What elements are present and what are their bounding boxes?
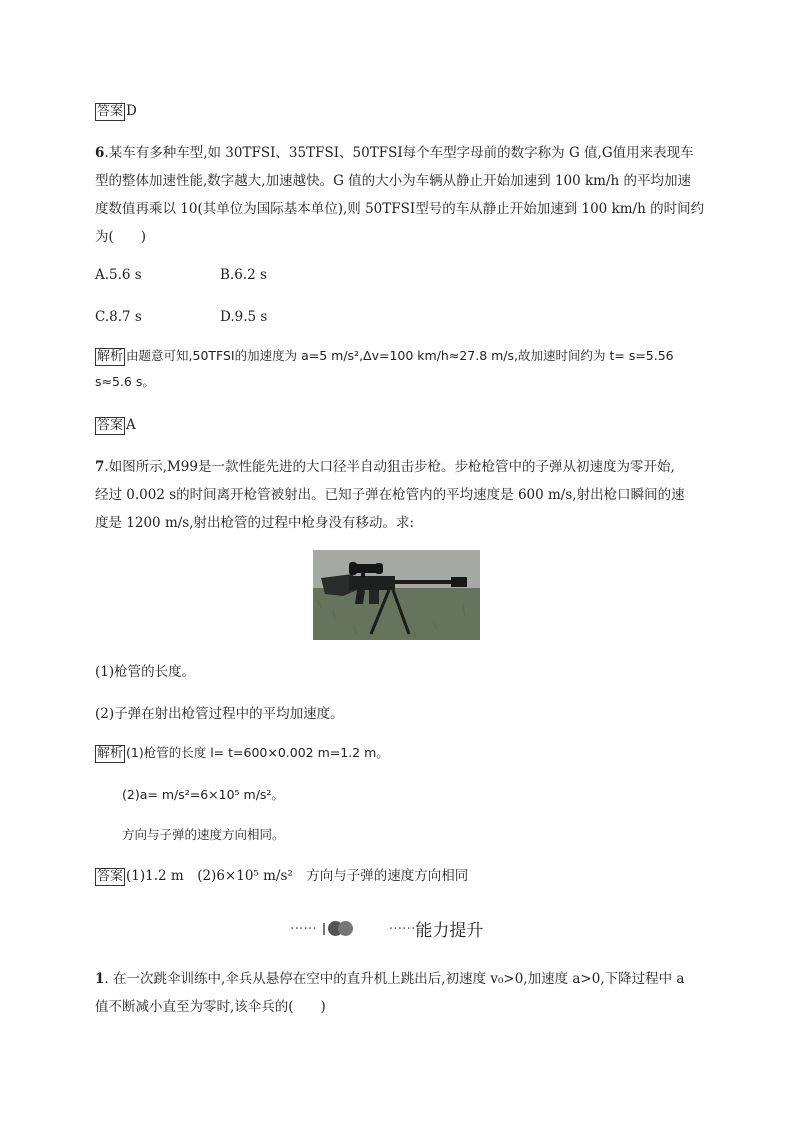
dots-right: ······ [388,920,416,937]
q7-answer-text: (1)1.2 m (2)6×10⁵ m/s² 方向与子弹的速度方向相同 [126,868,469,884]
dots-left: ······ [290,920,317,937]
answer-tag: 答案 [97,418,124,433]
q7-line2: 经过 0.002 s的时间离开枪管被射出。已知子弹在枪管内的平均速度是 600 m/s,射出枪口瞬间的速 [95,487,685,503]
rifle-illustration [313,550,480,640]
rifle-photo [313,550,480,640]
q1-line2: 值不断减小直至为零时,该伞兵的( ) [95,999,326,1015]
q7-sub2: (2)子弹在射出枪管过程中的平均加速度。 [95,706,344,722]
q7-analysis-text1: (1)枪管的长度 l= t=600×0.002 m=1.2 m。 [126,745,389,760]
section-title: 能力提升 [415,921,484,941]
q7-analysis-text2: (2)a= m/s²=6×10⁵ m/s²。 [122,787,284,802]
answer-tag: 答案 [97,104,124,119]
q6-analysis-text2: s≈5.6 s。 [95,374,155,389]
q6-analysis [95,346,674,366]
q6-line4: 为( ) [95,229,147,245]
q7-number: 7 [95,459,105,475]
q6-option-a: A.5.6 s [95,267,142,283]
q7-line3: 度是 1200 m/s,射出枪管的过程中枪身没有移动。求: [95,515,415,531]
q6-option-c: C.8.7 s [95,309,142,325]
answer-tag: 答案 [97,869,124,884]
q6-line3: 度数值再乘以 10(其单位为国际基本单位),则 50TFSI型号的车从静止开始加速到 100 km/h 的时间约 [95,201,705,217]
q1-line1 [95,969,684,989]
q6-answer [95,415,136,435]
q7-sub1: (1)枪管的长度。 [95,664,196,680]
q1-text1: . 在一次跳伞训练中,伞兵从悬停在空中的直升机上跳出后,初速度 v₀>0,加速度 a>0,下降过程中 a [104,971,685,987]
q1-number: 1 [95,971,105,987]
q6-line1 [95,143,694,163]
q6-option-b: B.6.2 s [220,267,267,283]
q6-line2: 型的整体加速性能,数字越大,加速越快。G 值的大小为车辆从静止开始加速到 100 km/h 的平均加速 [95,173,692,189]
q7-analysis [95,743,389,763]
q7-analysis-text3: 方向与子弹的速度方向相同。 [122,827,285,842]
analysis-tag: 解析 [97,746,124,761]
q7-text1: .如图所示,M99是一款性能先进的大口径半自动狙击步枪。步枪枪管中的子弹从初速度为零开始, [104,459,675,475]
q7-line1 [95,457,675,477]
section-circle-icon [323,921,353,936]
q6-text1: .某车有多种车型,如 30TFSI、35TFSI、50TFSI每个车型字母前的数字称为 G 值,G值用来表现车 [104,145,694,161]
q6-option-d: D.9.5 s [220,309,268,325]
q6-analysis-text1: 由题意可知,50TFSI的加速度为 a=5 m/s²,Δv=100 km/h≈27.8 m/s,故加速时间约为 t= s=5.56 [126,348,674,363]
q7-answer [95,866,468,886]
analysis-tag: 解析 [97,349,124,364]
q6-number: 6 [95,145,105,161]
prev-answer [95,101,137,121]
answer-text: D [126,103,137,119]
q6-answer-text: A [126,417,136,433]
section-header [290,916,483,941]
